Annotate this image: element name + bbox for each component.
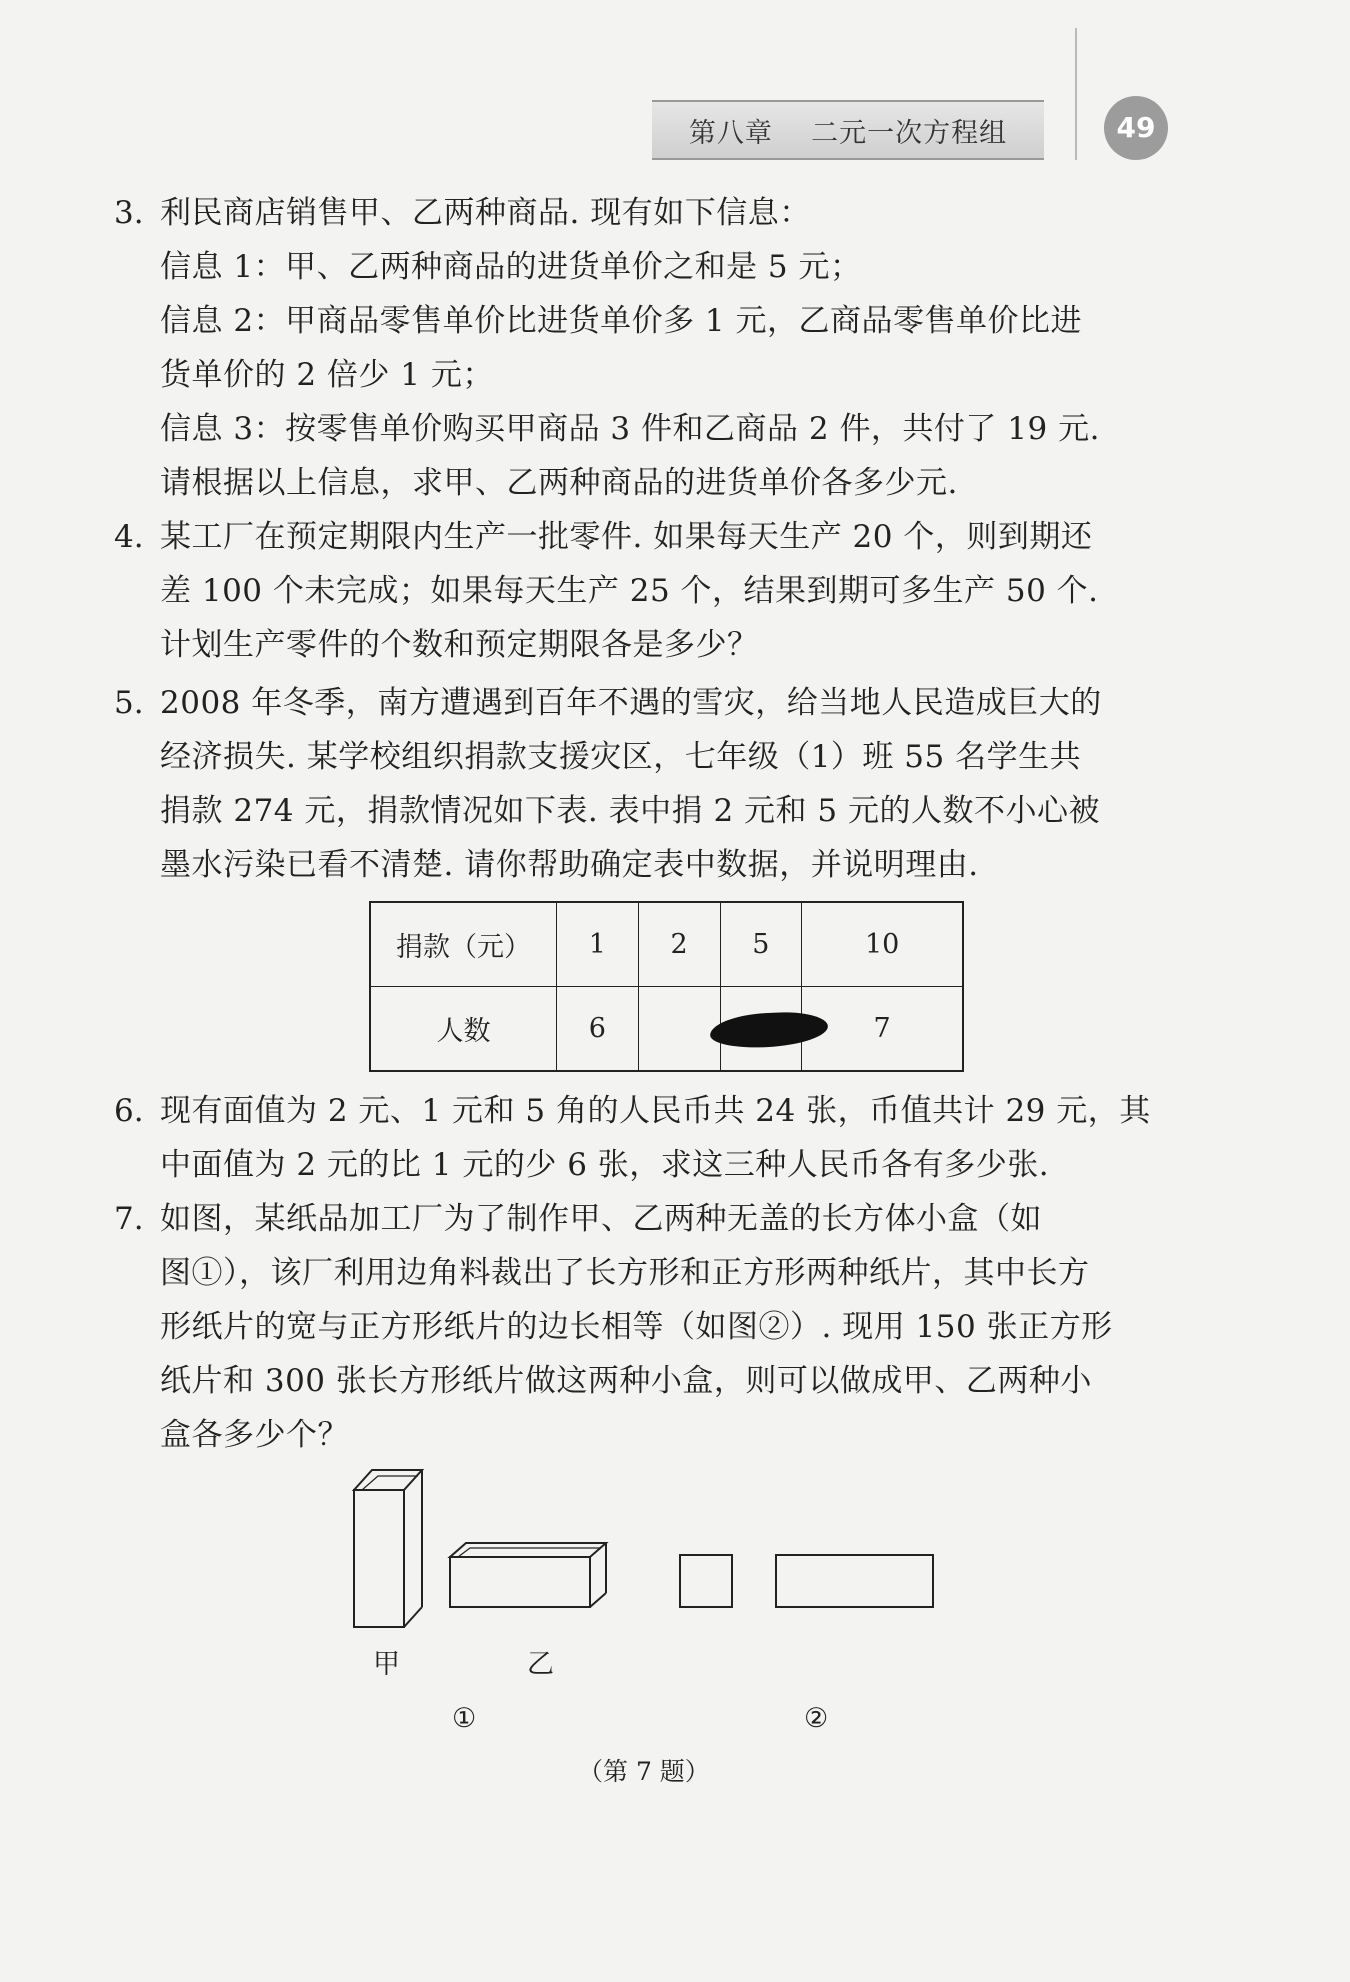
problem-3-line-5: 信息 3：按零售单价购买甲商品 3 件和乙商品 2 件，共付了 19 元. [160, 411, 1100, 447]
header-divider [1075, 28, 1077, 160]
table-row-count [370, 987, 963, 1072]
problem-5-line-3: 捐款 274 元，捐款情况如下表. 表中捐 2 元和 5 元的人数不小心被 [160, 793, 1100, 829]
problem-3-line-6: 请根据以上信息，求甲、乙两种商品的进货单价各多少元. [160, 465, 958, 501]
table-cell: 捐款（元） [370, 902, 557, 987]
problem-3-line-1: 利民商店销售甲、乙两种商品. 现有如下信息： [160, 195, 811, 231]
problem-4-number: 4. [114, 519, 144, 555]
problem-5-line-4: 墨水污染已看不清楚. 请你帮助确定表中数据，并说明理由. [160, 847, 979, 883]
table-cell: 7 [802, 987, 963, 1072]
problem-4-line-1: 某工厂在预定期限内生产一批零件. 如果每天生产 20 个，则到期还 [160, 519, 1093, 555]
problem-5-line-2: 经济损失. 某学校组织捐款支援灾区，七年级（1）班 55 名学生共 [160, 739, 1082, 775]
problem-7-line-4: 纸片和 300 张长方形纸片做这两种小盒，则可以做成甲、乙两种小 [160, 1363, 1092, 1399]
page-number-badge: 49 [1104, 96, 1168, 160]
problem-3-line-4: 货单价的 2 倍少 1 元； [160, 357, 494, 393]
chapter-header [652, 100, 1044, 160]
problem-5-line-1: 2008 年冬季，南方遭遇到百年不遇的雪灾，给当地人民造成巨大的 [160, 685, 1102, 721]
problem-4-line-3: 计划生产零件的个数和预定期限各是多少？ [160, 627, 759, 663]
problem-7-line-5: 盒各多少个？ [160, 1417, 349, 1453]
problem-3-line-2: 信息 1：甲、乙两种商品的进货单价之和是 5 元； [160, 249, 862, 285]
problem-3-number: 3. [114, 195, 144, 231]
problem-4-line-2: 差 100 个未完成；如果每天生产 25 个，结果到期可多生产 50 个. [160, 573, 1099, 609]
box-yi-drawing [450, 1543, 606, 1607]
problem-7-line-2: 图①），该厂利用边角料裁出了长方形和正方形两种纸片，其中长方 [160, 1255, 1090, 1291]
donation-table [369, 901, 964, 1072]
table-row-amount [370, 902, 963, 987]
problem-7-line-3: 形纸片的宽与正方形纸片的边长相等（如图②）. 现用 150 张正方形 [160, 1309, 1113, 1345]
problem-6-line-1: 现有面值为 2 元、1 元和 5 角的人民币共 24 张，币值共计 29 元，其 [160, 1093, 1151, 1129]
box-yi-label: 乙 [527, 1649, 554, 1680]
rectangle-sheet [776, 1555, 933, 1607]
table-cell: 5 [720, 902, 802, 987]
square-sheet [680, 1555, 732, 1607]
problem-6-line-2: 中面值为 2 元的比 1 元的少 6 张，求这三种人民币各有多少张. [160, 1147, 1050, 1183]
chapter-title: 第八章 二元一次方程组 [688, 118, 1008, 149]
problem-5-number: 5. [114, 685, 144, 721]
table-cell: 2 [638, 902, 720, 987]
table-cell: 10 [802, 902, 963, 987]
figure-1-label: ① [452, 1703, 477, 1734]
problem-3-line-3: 信息 2：甲商品零售单价比进货单价多 1 元，乙商品零售单价比进 [160, 303, 1083, 339]
problem-7-number: 7. [114, 1201, 144, 1237]
table-cell: 人数 [370, 987, 557, 1072]
box-jia-label: 甲 [373, 1649, 400, 1680]
table-cell: 1 [557, 902, 639, 987]
box-jia-drawing [354, 1470, 422, 1627]
problem-6-number: 6. [114, 1093, 144, 1129]
figure-caption: （第 7 题） [578, 1757, 710, 1786]
table-cell: 6 [557, 987, 639, 1072]
problem-7-line-1: 如图，某纸品加工厂为了制作甲、乙两种无盖的长方体小盒（如 [160, 1201, 1042, 1237]
table-cell [638, 987, 720, 1072]
figure-2-label: ② [804, 1703, 829, 1734]
